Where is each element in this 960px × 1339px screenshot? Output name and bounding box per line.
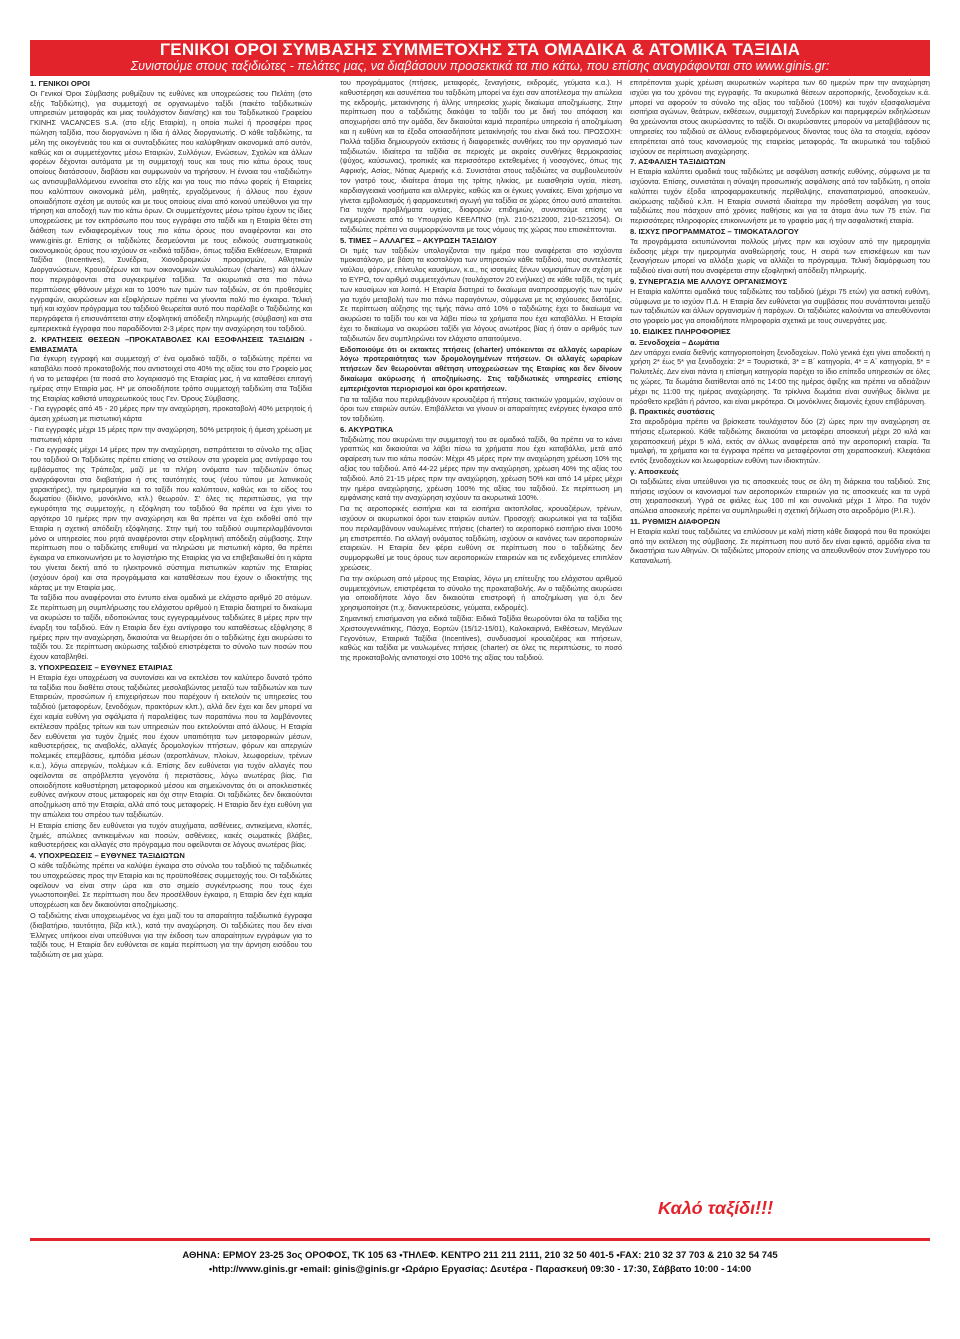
paragraph: - Για εγγραφές από 45 - 20 μέρες πριν την αναχώρηση, προκαταβολή 40% μετρητοίς ή άμεση χρέωση με πιστωτική κάρτα <box>30 404 312 424</box>
subsection-title-luggage: γ. Αποσκευές <box>630 467 679 477</box>
section-title-cancellations: 6. ΑΚΥΡΩΤΙΚΑ <box>340 424 394 434</box>
paragraph: Τα προγράμματα εκτυπώνονται πολλούς μήνες πριν και ισχύουν από την ημερομηνία έκδοσης μέχρι την ημερομηνία αναθεώρησής τους. Η σειρά των επισκέψεων και των ξεναγήσεων μπορεί να αλλάξει χωρίς να αλλάζει το πρόγραμμα. Τελική διαμόρφωση του ταξιδιού είναι αυτή που αναφέρεται στην εξοφλητική απόδειξη πληρωμής. <box>630 236 930 276</box>
footer-divider <box>30 1238 930 1241</box>
paragraph: επιτρέπονται χωρίς χρέωση ακυρωτικών νωρίτερα των 60 ημερών πριν την αναχώρηση ισχύει για του χρόνου της εγγραφής. Τα ακυρωτικά θέσεων αεροπορικής, ξενοδοχείων κ.ά. μπορεί να αφορούν το σύνολο της αξίας του ταξιδιού (100%) και τυχόν εξασφαλισμένα εισιτήρια αγώνων, θεάτρων, εκθέσεων, συμμετοχή Συνεδρίων και παρεμφερών εκδηλώσεων θα χρεώνονται στους ακυρώσαντες το ταξίδι. Οι ακυρώσαντες μπορούν να μεταβιβάσουν τις υπηρεσίες του ταξιδιού σε άλλους ενδιαφερόμενους δίνοντας τους όλα τα στοιχεία, εφόσον επιτρέπεται από τους κανονισμούς της εταιρείας μεταφοράς. Τα ακυρωτικά του ταξιδιού ισχύουν σε περίπτωση αναχώρησης. <box>630 78 930 156</box>
subsection-title-practical: β. Πρακτικές συστάσεις <box>630 407 715 417</box>
section-title-bookings: 2. ΚΡΑΤΗΣΕΙΣ ΘΕΣΕΩΝ –ΠΡΟΚΑΤΑΒΟΛΕΣ ΚΑΙ ΕΞΟΦΛΗΣΕΙΣ ΤΑΞΙΔΙΩΝ - ΕΜΒΑΣΜΑΤΑ <box>30 334 312 354</box>
column-2 <box>340 78 622 1238</box>
contact-footer <box>30 1249 930 1277</box>
paragraph: Για έγκυρη εγγραφή και συμμετοχή σ' ένα ομαδικό ταξίδι, ο ταξιδιώτης πρέπει να καταβάλει ποσό προκαταβολής που αντιστοιχεί στο 40% της αξίας του στο Γραφείο μας ή να το μεταφέρει (τα ποσά στο λογαριασμό της Εταιρίας μας, ή να καταθέσει επιταγή ημέρας στην Εταιρία μας. Η* με οποιοδήποτε τρόπο συμμετοχή ταξιδιώτη στα Ταξίδια της Εταιρίας καθιστά υποχρεωτικούς τους Γεν. Όρους Σύμβασης. <box>30 354 312 403</box>
section-title-program-validity: 8. ΙΣΧΥΣ ΠΡΟΓΡΑΜΜΑΤΟΣ – ΤΙΜΟΚΑΤΑΛΟΓΟΥ <box>630 226 799 236</box>
paragraph: Δεν υπάρχει ενιαία διεθνής κατηγοριοποίηση ξενοδοχείων. Πολύ γενικά έχει γίνει αποδεκτή η χρήση 2* έως 5* για ξενοδοχεία: 2* = Τουριστικά, 3* = Β΄ κατηγορία, 4* = Α΄ κατηγορία, 5* = Πολυτελές. Δεν είναι πάντα η επίσημη κατηγορία παρέχει το ίδιο επίπεδο υπηρεσιών σε όλες τις χώρες. Τα δωμάτια διατίθενται από τις 14:00 της ημέρας άφιξης και πρέπει να αδειάζουν μέχρι τις 11:00 της ημέρας αναχώρησης. Τα τρίκλινα δωμάτια είναι συνήθως δίκλινα με πρόσθετο κρεβάτι ή ράντσο, και είναι μικρότερα. Οι μονόκλινες διαμονές έχουν επιβάρυνση. <box>630 347 930 406</box>
column-3 <box>630 78 930 1238</box>
paragraph: Η Εταιρία καλεί τους ταξιδιώτες να επιλύσουν με καλή πίστη κάθε διαφορά που θα προκύψει από την εκτέλεση της σύμβασης. Σε περίπτωση που αυτό δεν είναι εφικτό, αρμόδια είναι τα δικαστήρια των Αθηνών. Οι ταξιδιώτες μπορούν επίσης να απευθυνθούν στον Συνήγορο του Καταναλωτή. <box>630 526 930 566</box>
section-title-cooperation: 9. ΣΥΝΕΡΓΑΣΙΑ ΜΕ ΑΛΛΟΥΣ ΟΡΓΑΝΙΣΜΟΥΣ <box>630 276 788 286</box>
paragraph: Η Εταιρία επίσης δεν ευθύνεται για τυχόν ατυχήματα, ασθένειες, αντικείμενα, κλοπές, ζημιές, απώλειες αντικειμένων και ποσών, ασθένειες, κακές σωματικές βλάβες, καθυστερήσεις και αλλαγές στο πρόγραμμα που οφείλονται σε λόγους ανωτέρας βίας. <box>30 820 312 850</box>
paragraph: Στα αεροδρόμια πρέπει να βρίσκεστε τουλάχιστον δύο (2) ώρες πριν την αναχώρηση σε πτήσεις εξωτερικού. Κάθε ταξιδιώτης δικαιούται να μεταφέρει αποσκευή μέχρι 20 κιλά και χειραποσκευή μέχρι 5 κιλά, εκτός αν άλλως αναφέρεται από την αεροπορική εταιρία. Τα τιμαλφή, τα χρήματα και τα έγγραφα πρέπει να μεταφέρονται στη χειραποσκευή. Κλεφτάκια εντός ξενοδοχείων και λεωφορείων ευθύνη των ιδιοκτητών. <box>630 417 930 466</box>
paragraph: Για τα ταξίδια που περιλαμβάνουν κρουαζιέρα ή πτήσεις τακτικών γραμμών, ισχύουν οι όροι των εταιριών αυτών. Επιβάλλεται να γίνουν οι απαραίτητες ενέργειες έγκαιρα από τον ταξιδιώτη. <box>340 394 622 424</box>
column-1 <box>30 78 312 1238</box>
paragraph: - Για εγγραφές μέχρι 14 μέρες πριν την αναχώρηση, εισπράττεται το σύνολο της αξίας του ταξιδιού Οι Ταξιδιώτες πρέπει επίσης να στείλουν στα γραφεία μας αντίγραφο του εμβάσματος της Τράπεζας, μαζί με τα πλήρη ονόματα των ταξιδιωτών όπως αναγράφονται στα διαβατήρια ή στις ταυτότητές τους (νέου τύπου με λατινικούς χαρακτήρες), την ημερομηνία και το ταξίδι που καλύπτουν, καθώς και το είδος του δωματίου (δίκλινο, μονόκλινο, κτλ.) θεωρούν. Σ' όλες τις περιπτώσεις, για την εγκυρότητα της συμμετοχής, η εξόφληση του ταξιδιού θα πρέπει να έχει γίνει το αργότερο 10 ημέρες πριν την αναχώρηση και θα πρέπει να έχει εκδοθεί από την Εταιρία η σχετική απόδειξη εξόφλησης. Στην τιμή του ταξιδιού συμπεριλαμβάνονται μόνο οι υπηρεσίες που ρητά αναφέρονται στην εξοφλητική απόδειξη σύμβασης. Στην περίπτωση που ο ταξιδιώτης επιθυμεί να πληρώσει με πιστωτική κάρτα, θα πρέπει έγκαιρα να επικοινωνήσει με το λογιστήριο της Εταιρίας για να επιβεβαιωθεί ότι η κάρτα του γίνεται δεκτή από το ηλεκτρονικό σύστημα πιστωτικών καρτών της Εταιρίας (ισχύουν όροι) και στα προγράμματα και καταθέσεων που έχουν ο ιδιοκτήτης της κάρτας με την Εταιρία μας. <box>30 445 312 592</box>
footer-web-line: •http://www.ginis.gr •email: ginis@ginis.gr •Ωράριο Εργασίας: Δευτέρα - Παρασκευή 09:30 - 17:30, Σάββατο 10:00 - 14:00 <box>208 1264 752 1275</box>
section-title-traveller-obligations: 4. ΥΠΟΧΡΕΩΣΕΙΣ – ΕΥΘΥΝΕΣ ΤΑΞΙΔΙΩΤΩΝ <box>30 851 185 861</box>
subsection-title-hotels: α. Ξενοδοχεία – Δωμάτια <box>630 337 720 347</box>
section-title-disputes: 11. ΡΥΘΜΙΣΗ ΔΙΑΦΟΡΩΝ <box>630 517 720 527</box>
section-title-company-obligations: 3. ΥΠΟΧΡΕΩΣΕΙΣ – ΕΥΘΥΝΕΣ ΕΤΑΙΡΙΑΣ <box>30 663 173 673</box>
paragraph-emphasis: Ειδοποιούμε ότι οι εκτακτες πτήσεις (charter) υπόκεινται σε αλλαγές ωραρίων λόγω προτεραιότητας των δρομολογημένων πτήσεων. Οι αλλαγές ωραρίων πτήσεων δεν θεωρούνται αθέτηση υποχρεώσεων της Εταιρίας και δεν δίνουν δικαίωμα ακύρωσης ή αποζημίωσης. Στις ταξιδιωτικές υπηρεσίες επίσης εμπεριέχονται περιορισμοί και όροι κρατήσεων. <box>340 344 622 393</box>
footer-address-line: ΑΘΗΝΑ: ΕΡΜΟΥ 23-25 3ος ΟΡΟΦΟΣ, ΤΚ 105 63 •ΤΗΛΕΦ. ΚΕΝΤΡΟ 211 211 2111, 210 32 50 401-5 •FAX: 210 32 37 703 & 210 32 54 745 <box>182 1250 778 1261</box>
paragraph: Οι Γενικοί Όροι Σύμβασης ρυθμίζουν τις ευθύνες και υποχρεώσεις του Πελάτη (στο εξής Ταξιδιώτης), για συμμετοχή σε οργανωμένο ταξίδι (πακέτο ταξιδιωτικών υπηρεσιών μεταφοράς και μιας τουλάχιστον διαν/σης) και του Ταξιδιωτικού Γραφείου ΓΚΙΝΗΣ VACANCES S.A. (στο εξής Εταιρία), η οποία πωλεί ή προσφέρει προς πώληση ταξίδια, που διοργανώνει η ίδια ή άλλος διοργανωτής. Ο κάθε ταξιδιώτης, τα μέλη της οικογένειάς του και οι συνταξιδιώτες που καλύφθηκαν οικονομικά από αυτόν, καθώς και οι συμμετέχοντες μέσω Εταιριών, Συλλόγων, Ενώσεων, Σχολών και άλλων φορέων δέχονται αυτόματα με τη συμμετοχή τους και τους πιο κάτω όρους τους οποίους διατάσσουν, διαβάσει και συμφωνούν να τηρήσουν. Η έννοια του «ταξιδιώτη» ως αντισυμβαλλόμενου εννοείται στο εξής και για τους πιο πάνω φορείς ή Εταιρείες που καλύπτουν οικονομικά μέλη, μαθητές, εργαζόμενους ή άλλους που έχουν οποιαδήποτε σχέση με αυτούς και με τους οποίους είναι από κοινού υπεύθυνοι για την τήρηση και αποδοχή των πιο κάτω όρων. Οι συμμετέχοντες μέσω τρίτου έχουν τις ίδιες υποχρεώσεις με τον εκπρόσωπο που τους εγγράφει στο ταξίδι και η Εταιρία θέτει στη διάθεση των ενδιαφερομένων τους πιο κάτω όρους που αναφέρονται και στο www.ginis.gr. Επίσης οι ταξιδιώτες δεσμεύονται με τους ειδικούς συστηματικούς οικονομικούς όρους που ισχύουν σε «ειδικά ταξίδια», όπως ταξίδια Εκθέσεων, Εταιρικά Ταξίδια (Incentives), Συνέδρια, Χιονοδρομικών προορισμών, Αθλητικών Διοργανώσεων, Κρουαζιέρων και των οικονομικών ναυλώσεων (charters) και άλλων που περιγράφονται στα συγκεκριμένα ταξίδια. Τα ακυρωτικά στα πιο πάνω περιπτώσεις φθάνουν μέχρι και το 100% των τιμών των ταξιδιών, σε ότι προθεσμίες εγγραφών, ακυρώσεων και εξοφλήσεων πρέπει να γίνονται πολύ πιο έγκαιρα. Τελική τιμή και ισχύον πρόγραμμα του ταξιδιού θεωρείται αυτό που παρέλαβε ο Ταξιδιώτης και περιγράφεται ή επισυνάπτεται στην εξοφλητική απόδειξη πληρωμής (σύμβαση) και στα εμπεριεκτικά έγγραφα που παραδίδονται 2-3 μέρες πριν την αναχώρηση του ταξιδιού. <box>30 88 312 333</box>
terms-columns <box>30 78 930 1238</box>
section-title-insurance: 7. ΑΣΦΑΛΙΣΗ ΤΑΞΙΔΙΩΤΩΝ <box>630 157 726 167</box>
closing-greeting: Καλό ταξίδι!!! <box>658 1198 774 1218</box>
paragraph: Σημαντική επισήμανση για ειδικά ταξίδια: Ειδικά Ταξίδια θεωρούνται όλα τα ταξίδια της Χριστουγεννιάτικης, Πάσχα, Εορτών (15/12-15/01), Καλοκαιρινά, Εκθέσεων, Μεγάλων Γεγονότων, Εταιρικά Ταξίδια (Incentives), συνδυασμοί κρουαζιέρας και πτήσεων, καθώς και ταξίδια με ναυλωμένες πτήσεις (charter) σε όλες τις περιπτώσεις, το ποσό της προκαταβολής αντιστοιχεί στο 100% της αξίας του ταξιδιού. <box>340 614 622 663</box>
paragraph: Οι τιμές των ταξιδιών υπολογίζονται την ημέρα που αναφέρεται στο ισχύοντα τιμοκατάλογο, με βάση τα κοστολόγια των υπηρεσιών κάθε ταξιδιού, τους συντελεστές ναύλου, φόρων, επίνευλος καυσίμων, κ.α., τις ισοτιμίες ξένων νομισμάτων σε σχέση με το ΕΥΡΩ, τον αριθμό συμμετεχόντων (τουλάχιστον 20 ενήλικες) σε κάθε ταξίδι, τις τιμές των καυσίμων και λοιπά. Η Εταιρία διατηρεί το δικαίωμα αναπροσαρμογής των τιμών για τυχόν μεταβολή των πιο πάνω παραγόντων, σύμφωνα με τις ισχύουσες διατάξεις. Σε περίπτωση αύξησης της τιμής πάνω από 10% ο ταξιδιώτης έχει το δικαίωμα να ακυρώσει το ταξίδι του και να λάβει πίσω τα χρήματα που έχει καταβάλλει. Η Εταιρία έχει το δικαίωμα να ακυρώσει ταξίδι για λόγους ανωτέρας βίας ή όταν ο αριθμός των ταξιδιωτών δεν συμπληρώνει τον ελάχιστο απαιτούμενο. <box>340 245 622 343</box>
section-title-general-terms: 1. ΓΕΝΙΚΟΙ ΟΡΟΙ <box>30 79 90 88</box>
paragraph: Η Εταιρία έχει υποχρέωση να συντονίσει και να εκτελέσει τον καλύτερο δυνατό τρόπο τα ταξίδια που διαθέτει στους ταξιδιώτες μεσολαβώντας μεταξύ των ταξιδιωτών και των Εταιρειών, προσώπων ή επιχειρήσεων που παρέχουν ή εκτελούν τις υπηρεσίες του ταξιδιού (μεταφορέων, ξενοδόχων, πρακτόρων κλπ.), αλλά δεν έχει και δεν μπορεί να έχει καμία ευθύνη για σφάλματα ή παραλείψεις των παραπάνω που τα λαμβάνοντες εκτέλεσαν πράξεις τρίτων και των υπηρεσιών που εκτελούνται από άλλους. Η Εταιρία δεν ευθύνεται για τυχόν ζημιές που έχουν υπαιτιότητα των μεταφορικών μέσων, καθυστερήσεις, τις αναβολές, αλλαγές δρομολογίων πτήσεων, φόρων και απεργιών πολεμικές επεμβάσεις, εμπόδια μέσων (αεροπλάνων, πλοίων, λεωφορείων, τρένων κ.α.), λόγω απεργιών, πολέμων κ.ά. Επίσης δεν ευθύνεται για τυχόν αλλαγές που οφείλονται σε απρόβλεπτα γεγονότα ή περιστάσεις, λόγω ανωτέρας βίας. Για οποιοδήποτε καθυστέρηση μεταφορικού μέσου και σημειώνοντας ότι οι αποκλειστικές ευθύνες ανήκουν στους μεταφορείς και όχι στην Εταιρία. Οι ταξιδιώτες δεν δικαιούνται αποζημίωση από την Εταιρία, αλλά από τους μεταφορείς. Η Εταιρία δεν έχει ευθύνη για την απώλεια του σπρέου των ταξιδιωτών. <box>30 672 312 819</box>
paragraph: του προγράμματος (πτήσεις, μεταφορές, ξεναγήσεις, εκδρομές, γεύματα κ.α.). Η καθυστέρηση και ασυνέπεια του ταξιδιώτη μπορεί να έχει σαν αποτέλεσμα την απώλεια της εκδρομής, μετακίνησης ή άλλης υπηρεσίας χωρίς δικαίωμα αποζημίωσης. Στην περίπτωση που ο ταξιδιώτης διακόψει το ταξίδι του με δική του απόφαση και αποχωρήσει από την ομάδα, δεν δικαιούται καμιά περαιτέρω υπηρεσία ή αποζημίωση και η ευθύνη και τα έξοδα οποιασδήποτε μετακίνησής του είναι δικά του. ΠΡΟΣΟΧΗ: Πολλά ταξίδια δημιουργούν εκτάσεις ή διαφορετικές συνθήκες του την οργανισμό των ταξιδιωτών. Ιδιαίτερα τα ταξίδια σε περιοχές με ακραίες συνθήκες θερμοκρασίας (ψύχος, καύσωνας), τροπικές και περισσότερο εκτεθειμένες ή νοσογόνες, όπως της Αφρικής, Ασίας, Νότιας Αμερικής κ.ά. Συνιστάται στους ταξιδιώτες να συμβουλευτούν τον γιατρό τους, ιδιαίτερα άτομα της τρίτης ηλικίας, με ευαισθησία υγεία, πίεση, καρδιαγγειακά νοσήματα και αλλεργίες, καθώς και οι έγκυες γυναίκες. Είναι χρήσιμο να γίνεται εμβολιασμός ή φαρμακευτική αγωγή για ταξίδια σε χώρες όπου αυτό απαιτείται. Για τυχόν προβλήματα υγείας, διαφορών επιδημιών, συνιστούμε επίσης να ενημερώνεστε από το Υπουργείο ΚΕΕΛΠΝΟ (τηλ. 210-5212000, 210-5212054). Οι ταξιδιώτες πρέπει να συμμορφώνονται με τους νόμους της χώρας που επισκέπτονται. <box>340 78 622 234</box>
section-title-prices: 5. ΤΙΜΕΣ – ΑΛΛΑΓΕΣ – ΑΚΥΡΩΣΗ ΤΑΞΙΔΙΟΥ <box>340 235 497 245</box>
page-subtitle: Συνιστούμε στους ταξιδιώτες - πελάτες μας, να διαβάσουν προσεκτικά τα πιο κάτω, που επίσης αναγράφονται στο www.ginis.gr: <box>130 59 830 73</box>
paragraph: Η Εταιρία καλύπτει ομαδικά τους ταξιδιώτες με ασφάλιση αστικής ευθύνης, σύμφωνα με τα ισχύοντα. Επίσης, συνιστάται η σύναψη προσωπικής ασφάλισης από τον ταξιδιώτη, η οποία καλύπτει τυχόν έξοδα ιατροφαρμακευτικής περίθαλψης, επαναπατρισμού, αποσκευών, ακύρωσης ταξιδιού κ.λπ. Η Εταιρία συνιστά ιδιαίτερα την πρόσθετη ασφάλιση για τους ταξιδιώτες που πάσχουν από χρόνιες παθήσεις και για τα άτομα άνω των 75 ετών. Για περισσότερες πληροφορίες επικοινωνήστε με το γραφείο μας ή την ασφαλιστική εταιρία. <box>630 167 930 226</box>
page-header <box>30 40 930 76</box>
paragraph: Για την ακύρωση από μέρους της Εταιρίας, λόγω μη επίτευξης του ελάχιστου αριθμού συμμετεχόντων, επιστρέφεται το σύνολο της προκαταβολής. Αν ο ταξιδιώτης ακυρώσει για οποιοδήποτε λόγο δεν δικαιούται επιστροφή ή αποζημίωση για ό,τι δεν χρησιμοποίησε (π.χ. διανυκτερεύσεις, γεύματα, εκδρομές). <box>340 573 622 613</box>
paragraph: Ο κάθε ταξιδιώτης πρέπει να καλύψει έγκαιρα στο σύνολο του ταξιδιού τις ταξιδιωτικές του υποχρεώσεις προς την Εταιρία και τις προϋποθέσεις συμμετοχής του. Οι ταξιδιώτες οφείλουν να είναι στην ώρα και στο σημείο συγκέντρωσης που τους έχει γνωστοποιηθεί. Σε περίπτωση που δεν προσέλθουν έγκαιρα, η Εταιρία δεν έχει καμία υποχρέωση και δεν δικαιούνται αποζημίωσης. <box>30 860 312 910</box>
section-title-special-info: 10. ΕΙΔΙΚΕΣ ΠΛΗΡΟΦΟΡΙΕΣ <box>630 326 731 336</box>
paragraph: Τα ταξίδια που αναφέρονται στο έντυπο είναι ομαδικά με ελάχιστο αριθμό 20 ατόμων. Σε περίπτωση μη συμπλήρωσης του ελάχιστου αριθμού η Εταιρία διατηρεί το δικαίωμα να ακυρώσει το ταξίδι, ειδοποιώντας τους εγγεγραμμένους ταξιδιώτες 8 μέρες πριν την έναρξη του ταξιδιού. Εάν η Εταιρία δεν έχει αντίγραφο του καταθέσεως εξόφλησης 8 ημέρες πριν την αναχώρηση, δικαιούται να θεωρήσει ότι ο ταξιδιώτης έχει ακυρώσει το ταξίδι του. Σε περίπτωση ακύρωσης ταξιδιού επιστρέφεται το σύνολο των ποσών που έχουν καταβληθεί. <box>30 593 312 662</box>
paragraph: Ο ταξιδιώτης είναι υποχρεωμένος να έχει μαζί του τα απαραίτητα ταξιδιωτικά έγγραφα (διαβατήριο, ταυτότητα, βίζα κτλ.), κατά την αναχώρηση. Οι ταξιδιώτες που δεν είναι Έλληνες υπήκοοι είναι υπεύθυνοι για την έκδοση των απαραίτητων εγγράφων για το ταξίδι τους. Η Εταιρία δεν ευθύνεται σε καμία περίπτωση για την άρνηση εισόδου του ταξιδιώτη σε μια χώρα. <box>30 910 312 960</box>
page-title: ΓΕΝΙΚΟΙ ΟΡΟΙ ΣΥΜΒΑΣΗΣ ΣΥΜΜΕΤΟΧΗΣ ΣΤΑ ΟΜΑΔΙΚΑ & ΑΤΟΜΙΚΑ ΤΑΞΙΔΙΑ <box>159 40 801 59</box>
paragraph: Η Εταιρία καλύπτει ομαδικά τους ταξιδιώτες του ταξιδιού (μέχρι 75 ετών) για αστική ευθύνη, σύμφωνα με το ισχύον Π.Δ. Η Εταιρία δεν ευθύνεται για συμβάσεις που συνάπτονται μεταξύ των ταξιδιωτών και άλλων οργανισμών ή παρόχων. Οι ταξιδιώτες καλούνται να απευθύνονται στο γραφείο μας για οποιαδήποτε πληροφορία σχετικά με τους συνεργάτες μας. <box>630 286 930 326</box>
paragraph: - Για εγγραφές μέχρι 15 μέρες πριν την αναχώρηση, 50% μετρητοίς ή άμεση χρέωση με πιστωτική κάρτα <box>30 424 312 444</box>
paragraph: Για τις αεροπορικές εισιτήρια και τα εισιτήρια ακτοπλοΐας, κρουαζιέρων, τρένων, ισχύουν οι ακυρωτικοί όροι των εταιριών αυτών. Προσοχή: ακυρωτικοί για τα ταξίδια που περιλαμβάνουν ναυλωμένες πτήσεις (charter) το αεροπορικό εισιτήριο είναι 100% μη επιστρεπτέο. Για αλλαγή ονόματος ταξιδιώτη, ισχύουν οι κανόνες των αεροπορικών εταιρειών. Η Εταιρία δεν φέρει ευθύνη σε περίπτωση που ο ταξιδιώτης δεν συμμορφωθεί με τους όρους των αεροπορικών εταιρειών και τις ενδεχόμενες επιπλέον χρεώσεις. <box>340 504 622 573</box>
paragraph: Ταξιδιώτης που ακυρώνει την συμμετοχή του σε ομαδικό ταξίδι, θα πρέπει να το κάνει γραπτώς και δικαιούται να λάβει πίσω τα χρήματα που έχει καταβάλλει, μετά από αφαίρεση των πιο κάτω ποσών: Μέχρι 45 μέρες πριν την αναχώρηση χρέωση 10% της αξίας του ταξιδιού. Από 44-22 μέρες πριν την αναχώρηση, χρέωση 40% της αξίας του ταξιδιού. Από 21-15 μέρες πριν την αναχώρηση, χρέωση 50% και από 14 μέρες μέχρι την ημέρα αναχώρησης, χρέωση 100% της αξίας του ταξιδιού. Σε περίπτωση μη εμφάνισης κατά την αναχώρηση ισχύουν τα ακυρωτικά 100%. <box>340 434 622 503</box>
paragraph: Οι ταξιδιώτες είναι υπεύθυνοι για τις αποσκευές τους σε όλη τη διάρκεια του ταξιδιού. Στις πτήσεις ισχύουν οι κανονισμοί των αεροπορικών εταιρειών για τις αποσκευές και τα υγρά στη χειραποσκευή. Υγρά σε φιάλες έως 100 ml και συνολικά μέχρι 1 λίτρο. Για τυχόν απώλεια αποσκευής πρέπει να συμπληρωθεί η σχετική δήλωση στο αεροδρόμιο (P.I.R.). <box>630 476 930 516</box>
